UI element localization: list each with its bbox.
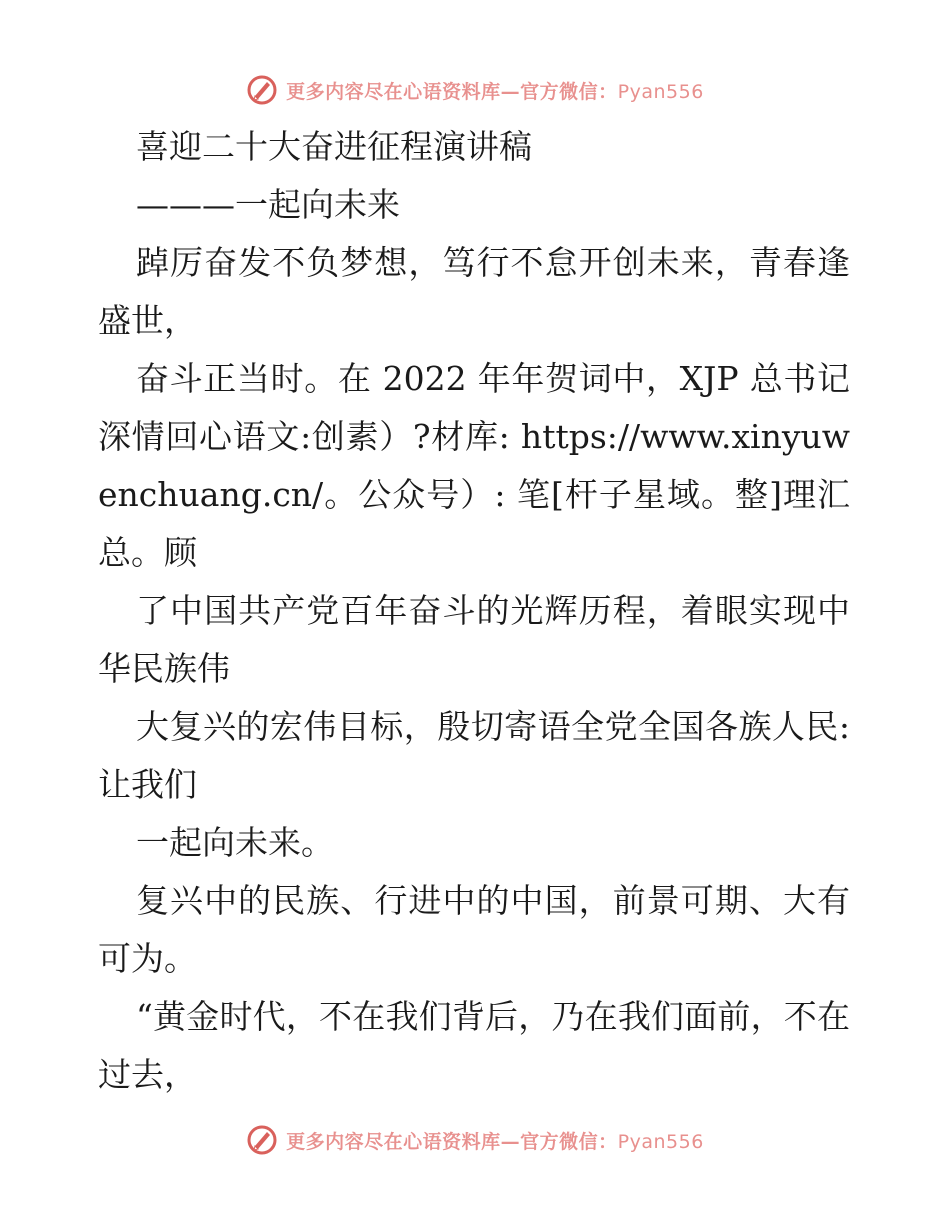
- pen-logo-icon: [246, 74, 278, 106]
- doc-paragraph: 大复兴的宏伟目标，殷切寄语全党全国各族人民: 让我们: [98, 707, 850, 804]
- doc-paragraph: 复兴中的民族、行进中的中国，前景可期、大有可为。: [98, 881, 850, 978]
- doc-paragraph: “黄金时代，不在我们背后，乃在我们面前，不在过去，: [98, 997, 850, 1094]
- doc-subtitle: ———一起向未来: [136, 185, 400, 224]
- doc-paragraph: 了中国共产党百年奋斗的光辉历程，着眼实现中华民族伟: [98, 591, 850, 688]
- banner-wechat-id: Pyan556: [617, 80, 704, 103]
- doc-paragraph: 一起向未来。: [136, 823, 334, 862]
- document-body: [98, 118, 850, 1104]
- doc-paragraph: 奋斗正当时。在 2022 年年贺词中，XJP 总书记深情回心语文:创素）?材库: https://www.xinyuwenchuang.cn/。公众号）: 笔[杆子星域。整]理汇总。顾: [98, 359, 850, 572]
- banner-text-cn: 更多内容尽在心语资料库—官方微信：: [286, 80, 618, 103]
- header-watermark-banner: [0, 70, 950, 110]
- pen-logo-icon: [246, 1124, 278, 1156]
- banner-text-cn: 更多内容尽在心语资料库—官方微信：: [286, 1130, 618, 1153]
- doc-title: 喜迎二十大奋进征程演讲稿: [136, 127, 532, 166]
- doc-paragraph: 踔厉奋发不负梦想，笃行不怠开创未来，青春逢盛世，: [98, 243, 850, 340]
- banner-wechat-id: Pyan556: [617, 1130, 704, 1153]
- banner-text: [286, 1127, 704, 1154]
- footer-watermark-banner: [0, 1120, 950, 1160]
- banner-text: [286, 77, 704, 104]
